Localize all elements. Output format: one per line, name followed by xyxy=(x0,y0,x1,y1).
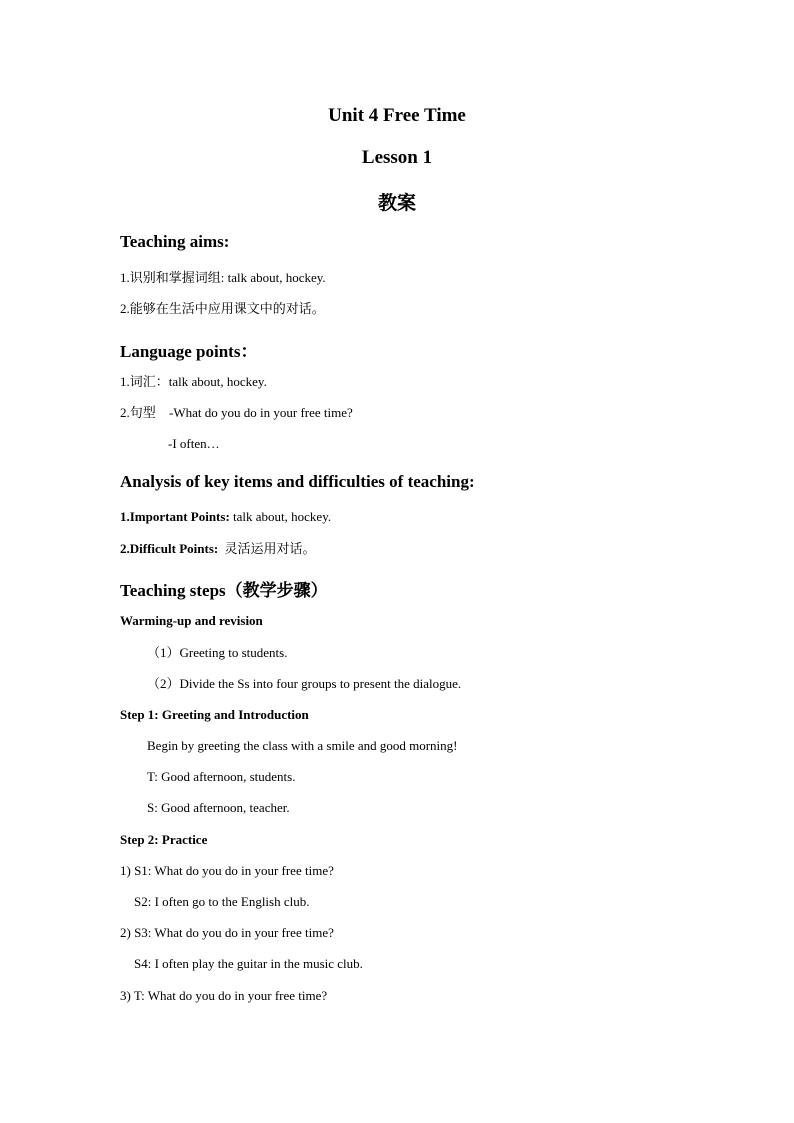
step1-line-2: T: Good afternoon, students. xyxy=(147,769,296,784)
aim-item-1: 1.识别和掌握词组: talk about, hockey. xyxy=(120,270,326,285)
vocab-line: 1.词汇：talk about, hockey. xyxy=(120,374,267,389)
step2-line-2: S2: I often go to the English club. xyxy=(134,894,310,909)
warmup-item-2: （2）Divide the Ss into four groups to present the dialogue. xyxy=(147,676,462,691)
teaching-steps-heading: Teaching steps（教学步骤） xyxy=(120,581,328,600)
language-points-heading: Language points： xyxy=(120,342,258,361)
step2-line-3: 2) S3: What do you do in your free time? xyxy=(120,925,334,940)
pattern-label: 2.句型 xyxy=(120,405,156,420)
analysis-heading: Analysis of key items and difficulties of teaching: xyxy=(120,472,475,491)
pattern-line xyxy=(120,405,353,421)
step1-line-1: Begin by greeting the class with a smile and good morning! xyxy=(147,738,458,753)
step2-line-1: 1) S1: What do you do in your free time? xyxy=(120,863,334,878)
warmup-title: Warming-up and revision xyxy=(120,613,263,628)
pattern-question: -What do you do in your free time? xyxy=(169,405,353,420)
step2-title: Step 2: Practice xyxy=(120,832,208,847)
unit-title: Unit 4 Free Time xyxy=(328,105,466,126)
teaching-aims-heading: Teaching aims: xyxy=(120,232,230,251)
step2-line-4: S4: I often play the guitar in the music club. xyxy=(134,956,363,971)
aim-item-2: 2.能够在生活中应用课文中的对话。 xyxy=(120,301,325,316)
difficult-points-line xyxy=(120,541,315,557)
difficult-points-label: 2.Difficult Points: xyxy=(120,541,219,556)
warmup-item-1: （1）Greeting to students. xyxy=(147,645,288,660)
lesson-title: Lesson 1 xyxy=(361,147,433,168)
step1-title: Step 1: Greeting and Introduction xyxy=(120,707,309,722)
step2-line-5: 3) T: What do you do in your free time? xyxy=(120,988,328,1003)
jiaoan-title: 教案 xyxy=(377,193,416,214)
important-points-line xyxy=(120,509,331,525)
important-points-value: talk about, hockey. xyxy=(233,509,332,524)
pattern-answer: -I often… xyxy=(168,436,220,451)
important-points-label: 1.Important Points: xyxy=(120,509,230,524)
step1-line-3: S: Good afternoon, teacher. xyxy=(147,800,290,815)
difficult-points-value: 灵活运用对话。 xyxy=(224,541,316,556)
